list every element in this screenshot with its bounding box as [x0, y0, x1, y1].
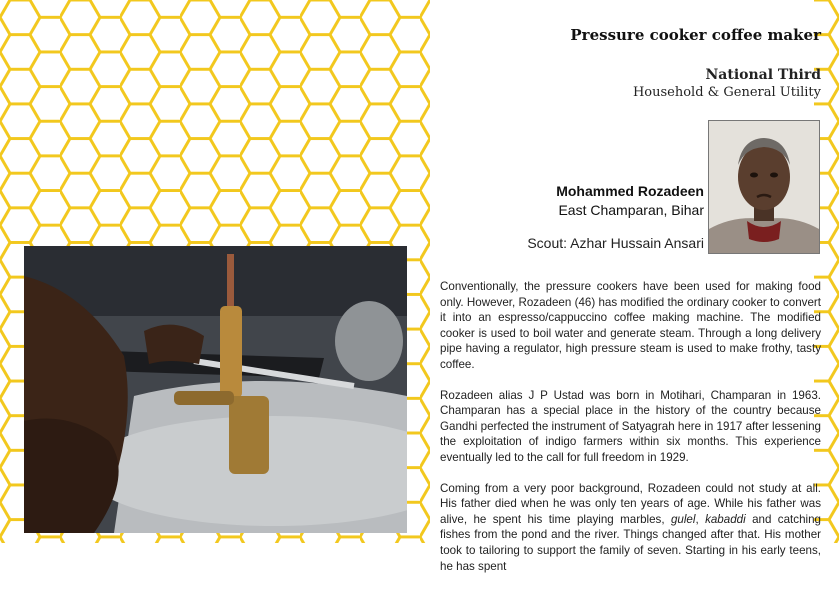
- innovator-info: [556, 182, 704, 220]
- innovator-name: Mohammed Rozadeen: [556, 183, 704, 199]
- page-title: Pressure cooker coffee maker: [570, 26, 821, 44]
- article-paragraph-2: Rozadeen alias J P Ustad was born in Motihari, Champaran in 1963. Champaran has a special place in the history of the country because Gandhi perfected the instrument of Satyagrah here in 1917 after lessening the exploitation of indigo farmers within six months. This experience eventually led to the call for full freedom in 1929.: [440, 388, 821, 464]
- paragraph-3-part-2: and catching fishes from the pond and the river. Things changed after that. His mother took to tailoring to support the family of seven. Starting in his early teens, he has spent: [440, 512, 821, 573]
- award-rank: National Third: [705, 67, 821, 83]
- paragraph-3-sep: ,: [695, 512, 706, 526]
- innovator-location: East Champaran, Bihar: [558, 202, 704, 218]
- award-block: [633, 66, 821, 102]
- innovator-portrait: [708, 120, 820, 254]
- article-paragraph-3: [440, 481, 821, 575]
- article-paragraph-1: Conventionally, the pressure cookers have been used for making food only. However, Rozadeen (46) has modified the ordinary cooker to convert it into an espresso/cappuccino coffee making machine. The modified cooker is used to boil water and generate steam. Through a long delivery pipe having a regulator, high pressure steam is used to make frothy, tasty coffee.: [440, 280, 821, 371]
- paragraph-3-part-1: Coming from a very poor background, Rozadeen could not study at all. His father died when he was only ten years of age. While his father was alive, he spent his time playing marbles,: [440, 481, 821, 526]
- term-kabaddi: kabaddi: [705, 512, 746, 526]
- scout-line: Scout: Azhar Hussain Ansari: [527, 235, 704, 251]
- term-gulel: gulel: [670, 512, 696, 526]
- coffee-maker-photo: [24, 246, 407, 533]
- award-category: Household & General Utility: [632, 85, 821, 100]
